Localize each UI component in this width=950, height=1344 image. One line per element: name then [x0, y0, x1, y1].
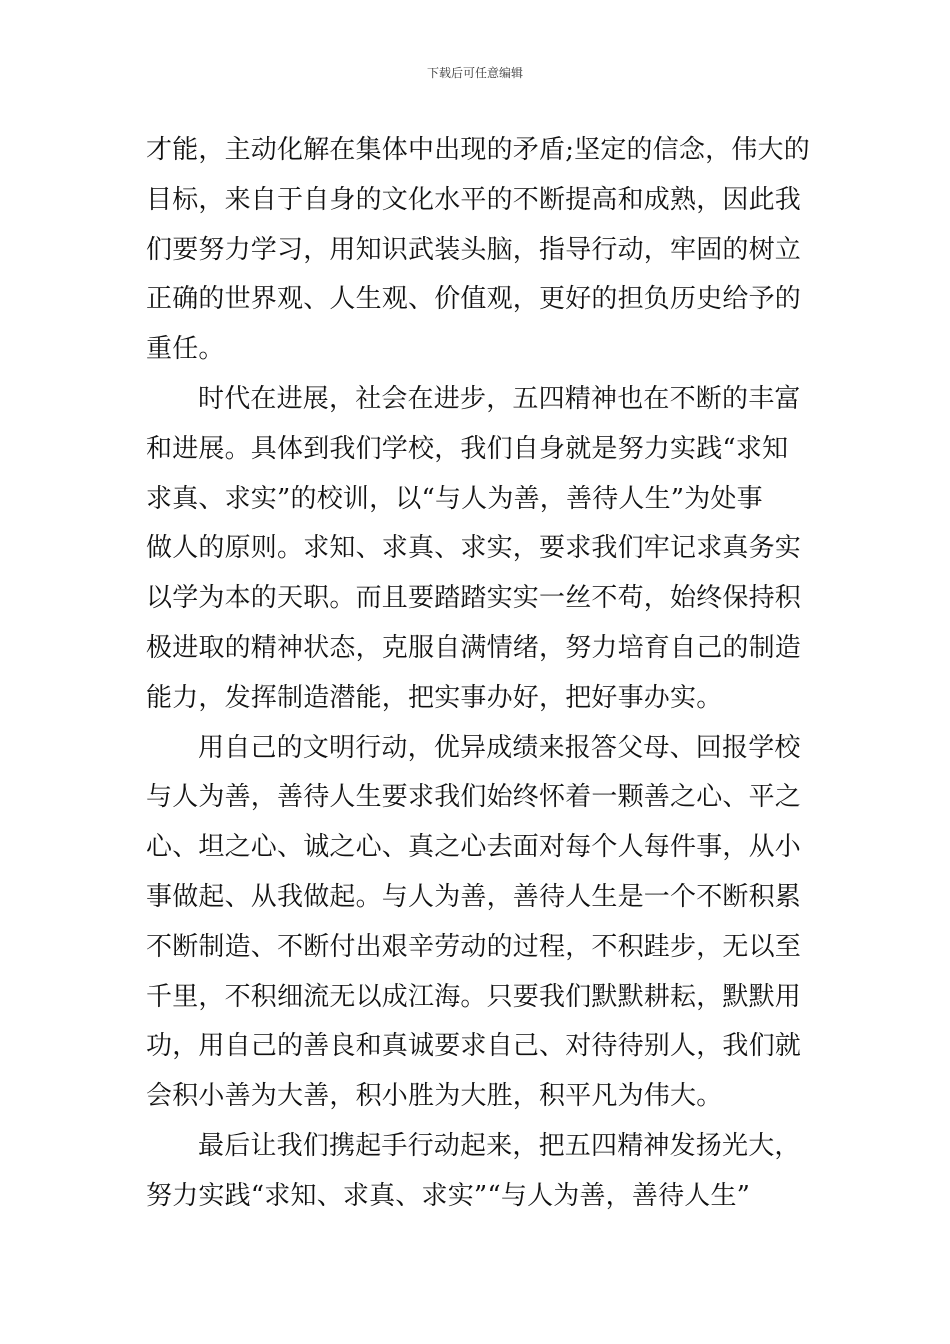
- text-line: 最后让我们携起手行动起来，把五四精神发扬光大，: [198, 1130, 801, 1161]
- text-line: 才能，主动化解在集体中出现的矛盾;坚定的信念，伟大的: [146, 135, 810, 165]
- text-line: 用自己的文明行动，优异成绩来报答父母、回报学校: [198, 732, 801, 763]
- text-line: 努力实践“求知、求真、求实”“与人为善，善待人生”: [146, 1180, 751, 1211]
- text-line: 时代在进展，社会在进步，五四精神也在不断的丰富: [198, 383, 801, 414]
- text-line: 重任。: [146, 334, 225, 365]
- document-body: [146, 126, 808, 1222]
- text-line: 和进展。具体到我们学校，我们自身就是努力实践“求知: [146, 433, 789, 464]
- text-line: 能力，发挥制造潜能，把实事办好，把好事办实。: [146, 682, 723, 713]
- text-line: 心、坦之心、诚之心、真之心去面对每个人每件事，从小: [146, 832, 802, 863]
- text-line: 们要努力学习，用知识武装头脑，指导行动，牢固的树立: [146, 234, 802, 265]
- text-line: 功，用自己的善良和真诚要求自己、对待待别人，我们就: [146, 1031, 802, 1062]
- text-line: 以学为本的天职。而且要踏踏实实一丝不苟，始终保持积: [146, 583, 802, 614]
- text-line: 千里，不积细流无以成江海。只要我们默默耕耘，默默用: [146, 981, 802, 1012]
- text-line: 不断制造、不断付出艰辛劳动的过程，不积跬步，无以至: [146, 931, 802, 962]
- text-line: 正确的世界观、人生观、价值观，更好的担负历史给予的: [146, 284, 802, 315]
- text-line: 事做起、从我做起。与人为善，善待人生是一个不断积累: [146, 881, 802, 912]
- text-line: 与人为善，善待人生要求我们始终怀着一颗善之心、平之: [146, 782, 802, 813]
- text-line: 求真、求实”的校训，以“与人为善，善待人生”为处事: [146, 483, 763, 514]
- text-line: 目标，来自于自身的文化水平的不断提高和成熟，因此我: [146, 184, 802, 215]
- text-line: 极进取的精神状态，克服自满情绪，努力培育自己的制造: [146, 632, 802, 663]
- page-header: 下载后可任意编辑: [426, 66, 523, 80]
- text-line: 做人的原则。求知、求真、求实，要求我们牢记求真务实: [146, 533, 802, 564]
- text-line: 会积小善为大善，积小胜为大胜，积平凡为伟大。: [146, 1081, 723, 1112]
